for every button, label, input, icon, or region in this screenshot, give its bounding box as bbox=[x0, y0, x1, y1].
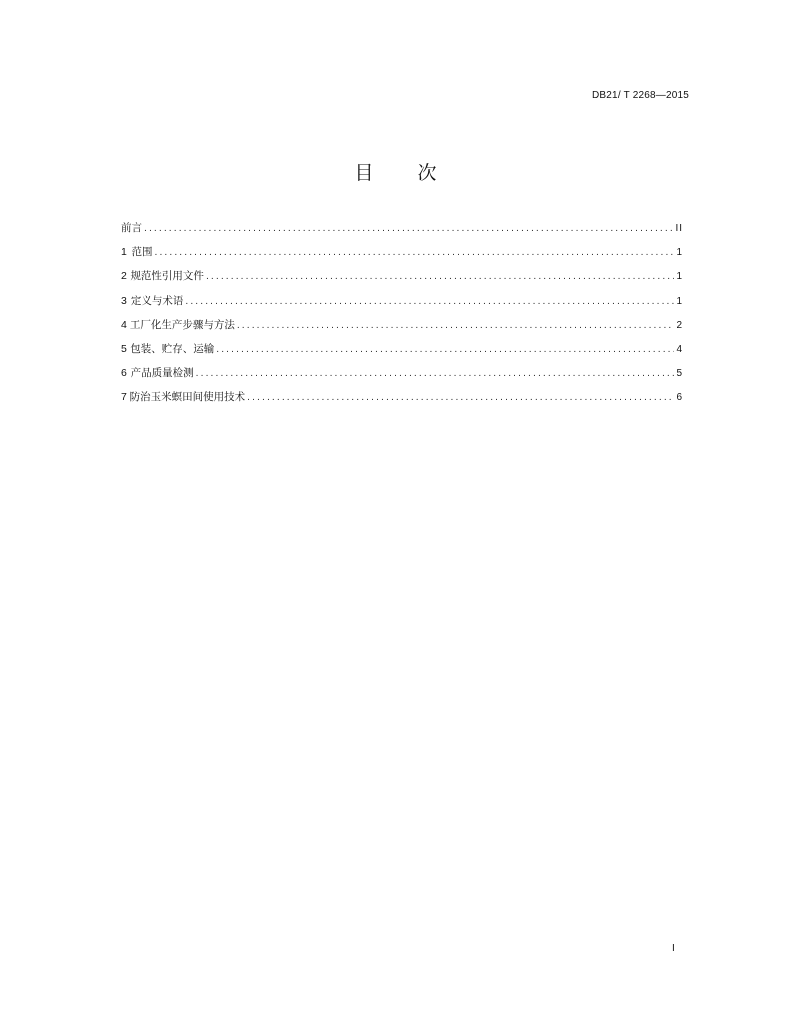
document-code: DB21/ T 2268—2015 bbox=[592, 90, 689, 101]
toc-leader-dots bbox=[154, 248, 674, 258]
toc-entry-6[interactable] bbox=[121, 365, 683, 389]
toc-entry-number: 6 bbox=[121, 367, 127, 380]
toc-entry-number: 7 bbox=[121, 391, 127, 404]
toc-leader-dots bbox=[196, 369, 675, 379]
toc-entry-page: 1 bbox=[676, 247, 683, 259]
table-of-contents bbox=[121, 220, 683, 414]
toc-entry-1[interactable] bbox=[121, 244, 683, 268]
toc-title-part1: 目 bbox=[354, 162, 374, 184]
toc-entry-number: 3 bbox=[121, 294, 127, 307]
toc-entry-text: 产品质量检测 bbox=[130, 367, 194, 380]
toc-entry-foreword[interactable] bbox=[121, 220, 683, 244]
toc-entry-number: 5 bbox=[121, 342, 127, 355]
toc-entry-page: 1 bbox=[676, 271, 683, 283]
toc-entry-text: 定义与术语 bbox=[130, 294, 184, 307]
toc-entry-2[interactable] bbox=[121, 268, 683, 292]
toc-leader-dots bbox=[216, 345, 674, 355]
toc-entry-5[interactable] bbox=[121, 341, 683, 365]
toc-entry-number: 4 bbox=[121, 318, 127, 331]
toc-entry-page: 6 bbox=[676, 392, 683, 404]
toc-leader-dots bbox=[144, 224, 673, 234]
toc-entry-7[interactable] bbox=[121, 389, 683, 413]
page-number: I bbox=[672, 943, 675, 954]
toc-entry-number: 2 bbox=[121, 270, 127, 283]
toc-leader-dots bbox=[237, 321, 675, 331]
toc-entry-text: 规范性引用文件 bbox=[130, 270, 204, 283]
toc-title bbox=[0, 158, 791, 185]
toc-entry-text: 工厂化生产步骤与方法 bbox=[129, 318, 235, 331]
toc-leader-dots bbox=[206, 272, 675, 282]
toc-entry-3[interactable] bbox=[121, 293, 683, 317]
toc-entry-page: 5 bbox=[676, 368, 683, 380]
toc-entry-text: 包装、贮存、运输 bbox=[130, 342, 215, 355]
toc-leader-dots bbox=[247, 393, 674, 403]
toc-entry-page: 1 bbox=[676, 295, 683, 307]
toc-entry-4[interactable] bbox=[121, 317, 683, 341]
toc-entry-page: 4 bbox=[676, 343, 683, 355]
toc-entry-text: 范围 bbox=[131, 246, 153, 259]
toc-entry-page: 2 bbox=[676, 319, 683, 331]
toc-entry-text: 前言 bbox=[121, 222, 142, 234]
toc-title-part2: 次 bbox=[417, 162, 437, 184]
toc-entry-text: 防治玉米螟田间使用技术 bbox=[129, 391, 246, 404]
toc-entry-number: 1 bbox=[121, 246, 127, 259]
toc-leader-dots bbox=[185, 297, 674, 307]
toc-entry-page: II bbox=[675, 223, 683, 234]
